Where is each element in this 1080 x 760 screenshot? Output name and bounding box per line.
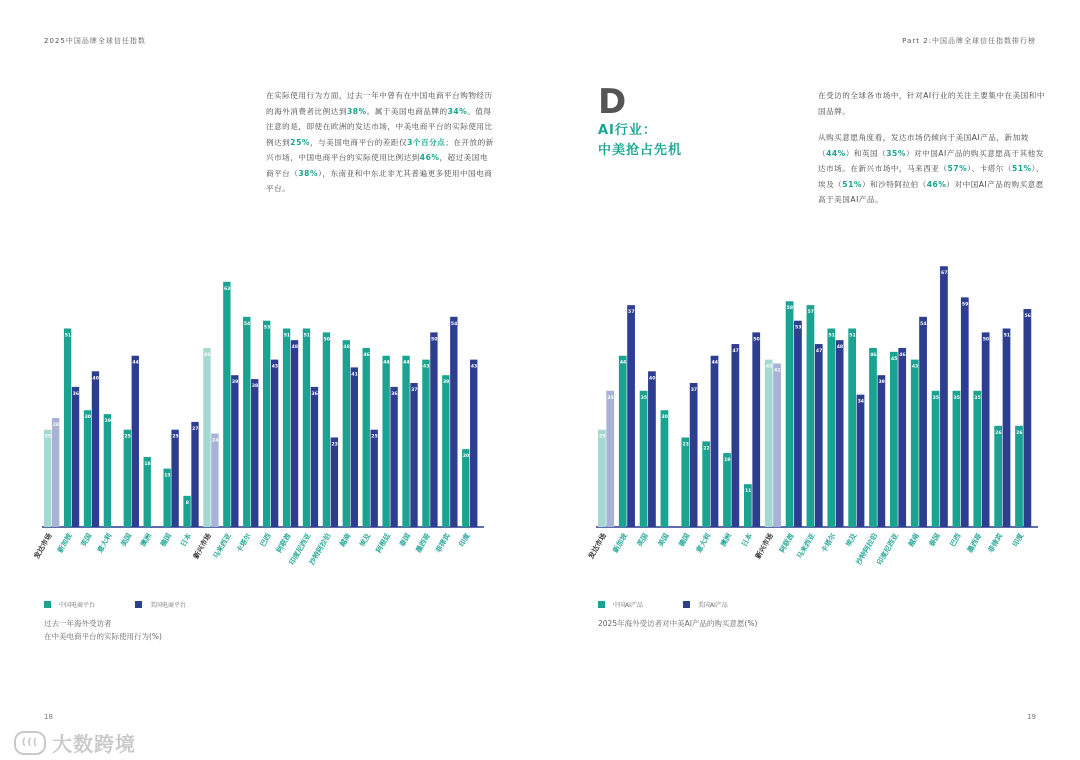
bar-china xyxy=(223,282,230,527)
bar-us xyxy=(410,383,417,527)
category-tick-label: 日本 xyxy=(740,532,755,549)
bar-value-label: 26 xyxy=(995,430,1002,436)
bar-us xyxy=(371,430,378,527)
bar-value-label: 37 xyxy=(411,387,418,393)
category-tick-label: 印度 xyxy=(457,532,472,549)
bar-value-label: 67 xyxy=(941,271,948,277)
bar-us xyxy=(450,317,457,527)
highlight-figure: 51% xyxy=(1011,164,1032,173)
highlight-figure: 57% xyxy=(947,164,968,173)
bar-value-label: 48 xyxy=(343,345,350,351)
highlight-figure: 34% xyxy=(447,106,468,116)
bar-us xyxy=(291,340,298,527)
bar-us xyxy=(271,360,278,527)
category-tick-label: 新兴市场 xyxy=(754,532,775,561)
category-tick-label: 阿根廷 xyxy=(374,532,393,555)
bar-china xyxy=(243,317,250,527)
paragraph-run: ；在开放的新兴市场，中国电商平台的实际使用比例达到 xyxy=(266,137,494,162)
bar-value-label: 44 xyxy=(403,360,410,366)
category-tick-label: 澳洲 xyxy=(719,532,734,549)
bar-value-label: 25 xyxy=(371,434,378,440)
bar-china xyxy=(765,360,773,527)
bar-value-label: 51 xyxy=(849,333,856,339)
bar-china xyxy=(283,328,290,527)
bar-value-label: 63 xyxy=(223,286,231,292)
category-tick-label: 印度尼西亚 xyxy=(875,532,901,567)
bar-china xyxy=(104,414,111,527)
category-tick-label: 阿联酋 xyxy=(778,532,796,555)
section-title xyxy=(598,121,682,161)
bar-value-label: 23 xyxy=(331,442,338,448)
category-tick-label: 发达市场 xyxy=(32,532,54,561)
paragraph-run: ），东南亚和中东北非尤其普遍更多使用中国电商平台。 xyxy=(266,168,493,193)
ecommerce-usage-chart xyxy=(32,260,488,580)
bar-value-label: 25 xyxy=(172,434,179,440)
bar-value-label: 45 xyxy=(890,356,898,362)
bar-value-label: 39 xyxy=(442,380,450,386)
category-tick-label: 德国 xyxy=(159,532,174,549)
report-header-right: Part 2:中国品牌全球信任指数排行榜 xyxy=(902,37,1036,45)
right-paragraph-2 xyxy=(818,130,1050,208)
bar-value-label: 38 xyxy=(251,384,259,390)
category-tick-label: 泰国 xyxy=(398,532,413,549)
bar-us xyxy=(773,364,781,527)
category-tick-label: 发达市场 xyxy=(587,532,609,561)
legend-label-china-ai: 中国AI产品 xyxy=(613,602,643,609)
category-tick-label: 新加坡 xyxy=(611,532,629,555)
bar-value-label: 48 xyxy=(291,345,299,351)
bar-value-label: 30 xyxy=(661,415,668,421)
category-tick-label: 新加坡 xyxy=(56,532,74,555)
bar-china xyxy=(953,391,961,527)
bar-value-label: 44 xyxy=(619,360,627,366)
legend-swatch-navy xyxy=(135,601,142,608)
bar-china xyxy=(303,328,310,527)
bar-us xyxy=(231,375,238,527)
bar-value-label: 44 xyxy=(383,360,390,366)
bar-value-label: 59 xyxy=(961,302,969,308)
bar-us xyxy=(390,387,397,527)
highlight-figure: 46% xyxy=(926,179,947,189)
bar-china xyxy=(124,430,131,527)
category-tick-label: 马来西亚 xyxy=(211,532,233,561)
category-tick-label: 意大利 xyxy=(95,532,114,555)
bar-value-label: 35 xyxy=(607,395,614,401)
bar-value-label: 35 xyxy=(953,395,960,401)
bar-china xyxy=(203,348,210,527)
bar-china xyxy=(323,332,330,527)
bar-value-label: 44 xyxy=(132,360,139,366)
bar-us xyxy=(311,387,318,527)
bar-value-label: 46 xyxy=(899,352,906,358)
bar-value-label: 39 xyxy=(231,380,239,386)
bar-china xyxy=(382,356,389,527)
category-tick-label: 马来西亚 xyxy=(795,532,817,561)
section-title-line1: AI行业： xyxy=(598,123,657,138)
bar-value-label: 50 xyxy=(431,337,438,343)
bar-value-label: 29 xyxy=(104,419,111,425)
legend-swatch-teal xyxy=(598,601,605,608)
bar-us xyxy=(836,340,844,527)
paragraph-run: ）对中国AI产品的购买意愿高于美国AI产品。 xyxy=(818,179,1044,204)
watermark-logo-icon: ((( xyxy=(14,731,46,755)
bar-value-label: 54 xyxy=(920,321,927,327)
bar-value-label: 36 xyxy=(72,391,80,397)
bar-china xyxy=(64,328,71,527)
bar-value-label: 42 xyxy=(774,368,781,374)
bar-china xyxy=(661,410,669,527)
bar-china xyxy=(144,457,151,527)
paragraph-run: ）对中国AI产品的购买意愿高于其他发达市场。在新兴市场中，马来西亚（ xyxy=(818,148,1044,173)
paragraph-run: 。值得注意的是，即使在欧洲的发达市场，中美电商平台的实际使用比例达到 xyxy=(266,106,493,147)
category-tick-label: 卡塔尔 xyxy=(235,532,253,555)
bar-value-label: 47 xyxy=(815,349,823,355)
bar-us xyxy=(627,305,635,527)
legend-swatch-teal xyxy=(44,601,51,608)
bar-china xyxy=(932,391,940,527)
bar-china xyxy=(911,360,919,527)
legend-item-us-ai xyxy=(683,600,728,609)
bar-value-label: 51 xyxy=(1003,333,1011,339)
category-tick-label: 墨西哥 xyxy=(414,532,432,555)
bar-us xyxy=(919,317,927,527)
watermark xyxy=(14,728,136,757)
category-tick-label: 墨西哥 xyxy=(966,532,984,555)
highlight-figure: 44% xyxy=(826,148,846,158)
legend-right xyxy=(598,600,728,609)
paragraph-run: ）和沙特阿拉伯（ xyxy=(861,179,927,189)
bar-value-label: 47 xyxy=(732,349,739,355)
category-tick-label: 巴西 xyxy=(258,532,273,549)
category-tick-label: 意大利 xyxy=(694,532,713,555)
bar-value-label: 28 xyxy=(52,423,60,429)
bar-us xyxy=(794,321,802,527)
bar-china xyxy=(640,391,648,527)
bar-china xyxy=(1015,426,1023,527)
bar-value-label: 46 xyxy=(870,352,877,358)
bar-china xyxy=(363,348,370,527)
legend-item-us xyxy=(135,600,186,609)
bar-us xyxy=(191,422,198,527)
paragraph-run: 。属于美国电商品牌的 xyxy=(366,106,448,116)
bar-us xyxy=(982,332,990,527)
bar-value-label: 25 xyxy=(124,434,131,440)
bar-value-label: 41 xyxy=(351,372,358,378)
bar-china xyxy=(619,356,627,527)
category-tick-label: 日本 xyxy=(179,532,194,549)
bar-value-label: 26 xyxy=(1016,430,1023,436)
bar-china xyxy=(44,430,51,527)
bar-value-label: 46 xyxy=(204,352,211,358)
bar-us xyxy=(251,379,258,527)
bar-us xyxy=(1003,328,1011,527)
bar-value-label: 15 xyxy=(164,473,171,479)
bar-china xyxy=(994,426,1002,527)
category-tick-label: 阿联酋 xyxy=(275,532,293,555)
paragraph-run: 在实际使用行为方面，过去一年中曾有在中国电商平台购物经历的海外消费者比例达到 xyxy=(266,91,493,116)
bar-china xyxy=(890,352,898,527)
watermark-text: 大数跨境 xyxy=(52,732,136,756)
bar-value-label: 43 xyxy=(271,364,279,370)
paragraph-run: ）、卡塔尔（ xyxy=(967,164,1012,173)
bar-value-label: 25 xyxy=(44,434,52,440)
bar-value-label: 53 xyxy=(795,325,802,331)
category-tick-label: 埃及 xyxy=(844,532,859,549)
bar-china xyxy=(343,340,350,527)
bar-value-label: 50 xyxy=(753,337,760,343)
report-header-left: 2025中国品牌全球信任指数 xyxy=(44,37,146,45)
bar-value-label: 39 xyxy=(878,380,885,386)
bar-value-label: 58 xyxy=(786,306,794,312)
bar-value-label: 51 xyxy=(828,333,835,339)
category-tick-label: 英国 xyxy=(79,532,94,549)
bar-value-label: 51 xyxy=(64,333,72,339)
bar-us xyxy=(731,344,739,527)
bar-us xyxy=(752,332,760,527)
ai-purchase-intent-chart xyxy=(587,260,1042,580)
paragraph-run: ，超过美国电商平台（ xyxy=(266,153,489,178)
bar-us xyxy=(470,360,477,527)
bar-us xyxy=(331,437,338,527)
highlight-figure: 38% xyxy=(346,106,367,116)
highlight-figure: 25% xyxy=(290,137,310,147)
bar-us xyxy=(606,391,614,527)
caption-left-line2: 在中美电商平台的实际使用行为(%) xyxy=(44,632,162,641)
paragraph-run: ，与美国电商平台的差距仅 xyxy=(309,137,408,147)
bar-value-label: 48 xyxy=(836,345,844,351)
bar-value-label: 20 xyxy=(462,454,470,460)
bar-us xyxy=(430,332,437,527)
category-tick-label: 印度尼西亚 xyxy=(288,532,313,567)
legend-item-china xyxy=(44,600,95,609)
bar-china xyxy=(402,356,409,527)
caption-left-line1: 过去一年海外受访者 xyxy=(44,619,112,628)
category-tick-label: 菲律宾 xyxy=(434,532,452,555)
category-tick-label: 埃及 xyxy=(358,532,373,549)
bar-value-label: 35 xyxy=(640,395,648,401)
bar-value-label: 50 xyxy=(982,337,990,343)
bar-value-label: 8 xyxy=(185,500,189,506)
category-tick-label: 巴西 xyxy=(948,532,963,549)
category-tick-label: 英国 xyxy=(635,532,650,549)
bar-us xyxy=(211,434,218,527)
category-tick-label: 德国 xyxy=(677,532,692,549)
bar-us xyxy=(898,348,906,527)
bar-value-label: 50 xyxy=(323,337,330,343)
bar-value-label: 54 xyxy=(450,321,458,327)
paragraph-run: ）、埃及（ xyxy=(818,164,1045,189)
section-title-line2: 中美抢占先机 xyxy=(598,143,683,158)
bar-china xyxy=(442,375,449,527)
bar-us xyxy=(132,356,139,527)
highlight-figure: 46% xyxy=(419,153,440,162)
bar-us xyxy=(940,266,948,527)
category-tick-label: 新兴市场 xyxy=(192,532,213,561)
bar-value-label: 54 xyxy=(243,321,251,327)
left-paragraph xyxy=(266,88,494,197)
category-tick-label: 沙特阿拉伯 xyxy=(307,532,333,567)
legend-label-us: 美国电商平台 xyxy=(150,602,187,609)
bar-us xyxy=(171,430,178,527)
bar-value-label: 40 xyxy=(92,376,99,382)
bar-china xyxy=(807,305,815,527)
bar-value-label: 11 xyxy=(744,489,752,495)
bar-china xyxy=(422,360,429,527)
bar-china xyxy=(723,453,731,527)
bar-china xyxy=(973,391,981,527)
bar-us xyxy=(690,383,698,527)
bar-value-label: 51 xyxy=(283,333,291,339)
caption-left xyxy=(44,617,162,643)
bar-china xyxy=(869,348,877,527)
category-tick-label: 菲律宾 xyxy=(986,532,1005,555)
bar-china xyxy=(702,441,710,527)
bar-value-label: 30 xyxy=(84,415,92,421)
bar-value-label: 27 xyxy=(192,426,199,432)
bar-value-label: 56 xyxy=(1024,314,1031,320)
category-tick-label: 澳洲 xyxy=(139,532,154,549)
bar-value-label: 57 xyxy=(628,310,635,316)
page-number-left: 18 xyxy=(44,713,53,721)
bar-us xyxy=(648,371,656,527)
category-tick-label: 印度 xyxy=(1011,532,1026,549)
legend-item-china-ai xyxy=(598,600,643,609)
bar-us xyxy=(815,344,823,527)
category-tick-label: 美国 xyxy=(119,532,134,549)
category-tick-label: 沙特阿拉伯 xyxy=(854,532,880,567)
bar-us xyxy=(72,387,79,527)
highlight-figure: 51% xyxy=(842,179,862,189)
bar-china xyxy=(263,321,270,527)
bar-value-label: 53 xyxy=(263,325,271,331)
bar-china xyxy=(848,328,856,527)
bar-value-label: 37 xyxy=(690,387,698,393)
bar-value-label: 57 xyxy=(807,310,814,316)
legend-left xyxy=(44,600,186,609)
highlight-figure: 35% xyxy=(886,148,906,158)
legend-swatch-navy xyxy=(683,601,690,608)
bar-value-label: 43 xyxy=(911,364,919,370)
category-tick-label: 卡塔尔 xyxy=(820,532,838,555)
bar-value-label: 46 xyxy=(363,352,370,358)
category-tick-label: 泰国 xyxy=(927,532,942,549)
bar-china xyxy=(84,410,91,527)
category-tick-label: 越南 xyxy=(338,532,353,549)
bar-value-label: 19 xyxy=(724,458,731,464)
bar-value-label: 43 xyxy=(423,364,430,370)
bar-value-label: 36 xyxy=(311,391,318,397)
bar-us xyxy=(351,367,358,527)
bar-value-label: 35 xyxy=(932,395,940,401)
bar-china xyxy=(598,430,606,527)
right-paragraph-1: 在受访的全球各市场中，针对AI行业的关注主要集中在美国和中国品牌。 xyxy=(818,91,1045,116)
bar-value-label: 51 xyxy=(303,333,311,339)
bar-china xyxy=(681,437,689,527)
bar-us xyxy=(1023,309,1031,527)
bar-us xyxy=(961,297,969,527)
page-number-right: 19 xyxy=(1027,713,1036,721)
bar-value-label: 36 xyxy=(391,391,398,397)
bar-value-label: 18 xyxy=(144,461,151,467)
bar-us xyxy=(711,356,719,527)
category-tick-label: 越南 xyxy=(907,532,921,549)
bar-us xyxy=(52,418,59,527)
bar-value-label: 23 xyxy=(682,442,689,448)
bar-value-label: 34 xyxy=(857,399,865,405)
paragraph-run: 从购买意愿角度看，发达市场仍倾向于美国AI产品，新加坡（ xyxy=(818,133,1029,158)
bar-china xyxy=(786,301,794,527)
legend-label-china: 中国电商平台 xyxy=(59,602,96,609)
bar-value-label: 35 xyxy=(974,395,981,401)
highlight-figure: 38% xyxy=(298,168,319,178)
bar-us xyxy=(92,371,99,527)
bar-value-label: 43 xyxy=(765,364,773,370)
bar-value-label: 25 xyxy=(598,434,606,440)
bar-china xyxy=(827,328,835,527)
legend-label-us-ai: 美国AI产品 xyxy=(697,602,728,609)
bar-value-label: 44 xyxy=(711,360,719,366)
bar-value-label: 24 xyxy=(212,438,219,444)
bar-us xyxy=(877,375,885,527)
section-letter: D xyxy=(598,82,627,122)
bar-value-label: 40 xyxy=(649,376,656,382)
bar-value-label: 22 xyxy=(703,446,710,452)
category-tick-label: 美国 xyxy=(656,532,671,549)
paragraph-run: ）和英国（ xyxy=(845,148,887,158)
bar-china xyxy=(462,449,469,527)
highlight-figure: 3个百分点 xyxy=(407,137,446,147)
bar-value-label: 43 xyxy=(470,364,478,370)
caption-right: 2025年海外受访者对中美AI产品的购买意愿(%) xyxy=(598,619,758,628)
bar-us xyxy=(857,395,865,527)
